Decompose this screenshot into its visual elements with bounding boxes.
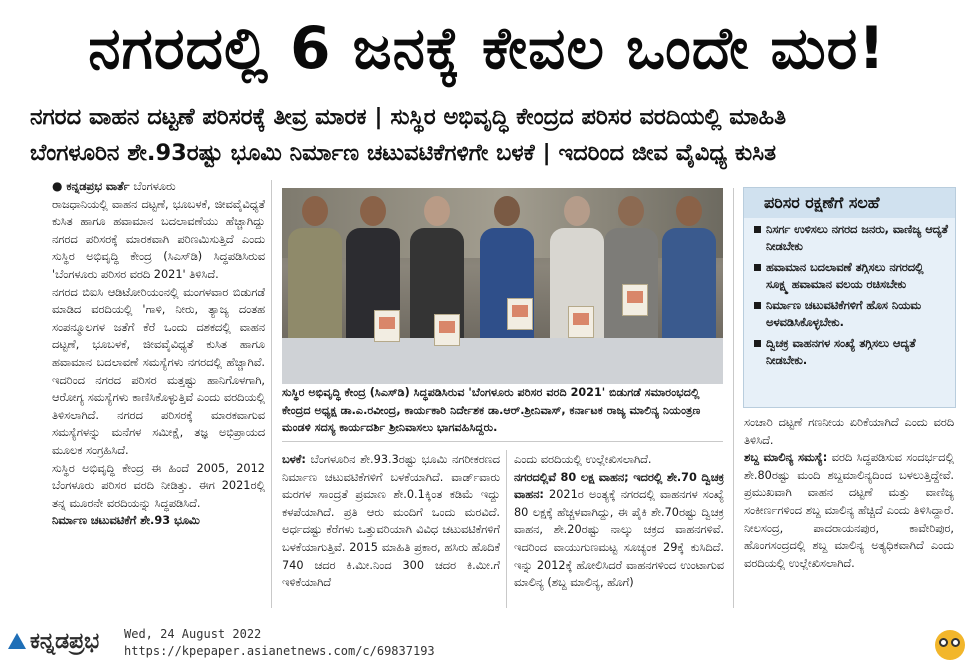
tip-text: ನಿಸರ್ಗ ಉಳಿಸಲು ನಗರದ ಜನರು, ವಾಣಿಜ್ಯ ಆದ್ಯತೆ ನೀಡಬೇಕು [766, 223, 948, 253]
photo-person [662, 196, 716, 338]
paragraph [282, 451, 500, 592]
event-photo [282, 188, 723, 384]
paragraph-text: 2021ರ ಅಂತ್ಯಕ್ಕೆ ನಗರದಲ್ಲಿ ವಾಹನಗಳ ಸಂಖ್ಯೆ 80 ಲಕ್ಷಕ್ಕೆ ಹೆಚ್ಚಳವಾಗಿದ್ದು, ಈ ಪೈಕಿ ಶೇ.70ರಷ್ಟು ದ್ವಿಚಕ್ರ ವಾಹನ, ಶೇ.20ರಷ್ಟು ನಾಲ್ಕು ಚಕ್ರದ ವಾಹನಗಳಿವೆ. ಇದರಿಂದ ವಾಯುಗುಣಮಟ್ಟ ಸೂಚ್ಯಂಕ 29ಕ್ಕೆ ಕುಸಿದಿದೆ. ಇನ್ನು 2012ಕ್ಕೆ ಹೋಲಿಸಿದರೆ ವಾಹನಗಳಿಂದ ಉಂಟಾಗುವ ಮಾಲಿನ್ಯ (ಶಬ್ದ ಮಾಲಿನ್ಯ, ಹೊಗೆ) [514, 488, 724, 590]
paragraph: ಎಂದು ವರದಿಯಲ್ಲಿ ಉಲ್ಲೇಖಿಸಲಾಗಿದೆ. [514, 453, 652, 466]
headline: ನಗರದಲ್ಲಿ 6 ಜನಕ್ಕೆ ಕೇವಲ ಒಂದೇ ಮರ! [88, 14, 886, 82]
report-book [568, 306, 594, 338]
report-book [507, 298, 533, 330]
tips-list [744, 218, 955, 369]
owl-mascot-icon [935, 630, 965, 660]
paragraph [514, 469, 724, 592]
subheading-line-1: ನಗರದ ವಾಹನ ದಟ್ಟಣೆ ಪರಿಸರಕ್ಕೆ ತೀವ್ರ ಮಾರಕ | ಸುಸ್ಥಿರ ಅಭಿವೃದ್ಧಿ ಕೇಂದ್ರದ ಪರಿಸರ ವರದಿಯಲ್ಲಿ ಮಾಹಿತಿ [30, 104, 787, 130]
photo-person [288, 196, 342, 338]
paragraph: ನಗರದ ಬಿಐಸಿ ಆಡಿಟೋರಿಯಂನಲ್ಲಿ ಮಂಗಳವಾರ ಬಿಡುಗಡೆ ಮಾಡಿದ ವರದಿಯಲ್ಲಿ 'ಗಾಳಿ, ನೀರು, ತ್ಯಾಜ್ಯ ದಂತಹ ಸಂಪನ್ಮೂಲಗಳ ಜತೆಗೆ ಕೆರೆ ಒಂದು ದಶಕದಲ್ಲಿ ವಾಹನ ದಟ್ಟಣೆ, ಭೂಬಳಕೆ, ಜೀವವೈವಿಧ್ಯತೆ ಕುಸಿತ ಹಾಗೂ ಹವಾಮಾನ ಬದಲಾವಣೆ ಸಮಸ್ಯೆಗಳು ನಗರದಲ್ಲಿ ಹೆಚ್ಚಾಗಿವೆ. ಇದರಿಂದ ನಗರದ ಪರಿಸರ ಮತ್ತಷ್ಟು ಹಾನಿಗೊಳಗಾಗಿ, ಆರೋಗ್ಯ ಸಮಸ್ಯೆಗಳು ಕಾಣಿಸಿಕೊಳ್ಳುತ್ತಿವೆ ಎಂದು ವರದಿಯಲ್ಲಿ ತಿಳಿಸಲಾಗಿದೆ. ನಗರದ ಪರಿಸರಕ್ಕೆ ಮಾರಕವಾಗುವ ಸಮಸ್ಯೆಗಳನ್ನು ಮನೆಗಳ ಸಮೀಕ್ಷೆ, ತಜ್ಞ ಅಭಿಪ್ರಾಯದ ಮೂಲಕ ಸಂಗ್ರಹಿಸಿದೆ. [52, 285, 265, 457]
paragraph: ಸಂಚಾರಿ ದಟ್ಟಣೆ ಗಣನೀಯ ಏರಿಕೆಯಾಗಿದೆ ಎಂದು ವರದಿ ತಿಳಿಸಿದೆ. [744, 416, 954, 447]
report-book [622, 284, 648, 316]
paragraph-text: ವರದಿ ಸಿದ್ಧಪಡಿಸುವ ಸಂದರ್ಭದಲ್ಲಿ ಶೇ.80ರಷ್ಟು ಮಂದಿ ಶಬ್ದಮಾಲಿನ್ಯದಿಂದ ಬಳಲುತ್ತಿದ್ದೇವೆ. ಪ್ರಮುಖವಾಗಿ ವಾಹನ ದಟ್ಟಣೆ ಮತ್ತು ವಾಣಿಜ್ಯ ಸಂಕೀರ್ಣಗಳಿಂದ ಶಬ್ದ ಮಾಲಿನ್ಯ ಹೆಚ್ಚಿದೆ ಎಂದು ತಿಳಿಸಿದ್ದಾರೆ. ನೀಲಸಂದ್ರ, ಪಾದರಾಯನಪುರ, ಕಾವೇರಿಪುರ, ಹೊಂಗಸಂದ್ರದಲ್ಲಿ ಶಬ್ದ ಮಾಲಿನ್ಯ ಅತ್ಯಧಿಕವಾಗಿದೆ ಎಂದು ವರದಿಯಲ್ಲಿ ಉಲ್ಲೇಖಿಸಲಾಗಿದೆ. [744, 451, 954, 570]
page-footer [0, 620, 974, 666]
column-divider [506, 450, 507, 608]
paragraph [744, 449, 954, 572]
column-divider [271, 180, 272, 608]
bullet-icon [754, 302, 761, 309]
owl-eye [951, 638, 960, 647]
logo-text: ಕನ್ನಡಪ್ರಭ [30, 629, 100, 654]
column-divider [733, 188, 734, 608]
photo-caption: ಸುಸ್ಥಿರ ಅಭಿವೃದ್ಧಿ ಕೇಂದ್ರ (ಸಿಎಸ್‌ಡಿ) ಸಿದ್ಧಪಡಿಸಿರುವ 'ಬೆಂಗಳೂರು ಪರಿಸರ ವರದಿ 2021' ಬಿಡುಗಡೆ ಸಮಾರಂಭದಲ್ಲಿ ಕೇಂದ್ರದ ಅಧ್ಯಕ್ಷ ಡಾ.ಎ.ರವೀಂದ್ರ, ಕಾರ್ಯಕಾರಿ ನಿರ್ದೇಶಕ ಡಾ.ಆರ್.ಶ್ರೀನಿವಾಸ್, ಕರ್ನಾಟಕ ರಾಜ್ಯ ಮಾಲಿನ್ಯ ನಿಯಂತ್ರಣ ಮಂಡಳಿ ಸದಸ್ಯ ಕಾರ್ಯದರ್ಶಿ ಶ್ರೀನಿವಾಸಲು ಭಾಗವಹಿಸಿದ್ದರು. [282, 386, 701, 434]
tips-box-title: ಪರಿಸರ ರಕ್ಷಣೆಗೆ ಸಲಹೆ [744, 188, 955, 218]
section-subhead: ನಿರ್ಮಾಣ ಚಟುವಟಿಕೆಗೆ ಶೇ.93 ಭೂಮಿ [52, 514, 200, 528]
byline-source: ಕನ್ನಡಪ್ರಭ ವಾರ್ತೆ [66, 180, 130, 193]
article-column-2 [282, 451, 500, 607]
tip-text: ದ್ವಿಚಕ್ರ ವಾಹನಗಳ ಸಂಖ್ಯೆ ತಗ್ಗಿಸಲು ಆದ್ಯತೆ ನೀಡಬೇಕು. [766, 337, 916, 367]
photo-person [604, 196, 658, 338]
article-column-3 [514, 451, 724, 607]
paragraph: ಸುಸ್ಥಿರ ಅಭಿವೃದ್ಧಿ ಕೇಂದ್ರ ಈ ಹಿಂದೆ 2005, 2012 ಬೆಂಗಳೂರು ಪರಿಸರ ವರದಿ ನೀಡಿತ್ತು. ಈಗ 2021ರಲ್ಲಿ ತನ್ನ ಮೂರನೇ ವರದಿಯನ್ನು ಸಿದ್ಧಪಡಿಸಿದೆ. [52, 461, 265, 510]
photo-table [282, 338, 723, 384]
tip-text: ನಿರ್ಮಾಣ ಚಟುವಟಿಕೆಗಳಿಗೆ ಹೊಸ ನಿಯಮ ಅಳವಡಿಸಿಕೊಳ್ಳಬೇಕು. [766, 299, 921, 329]
paragraph-lead: ಬಳಕೆ: [282, 453, 306, 466]
byline [52, 178, 265, 196]
bullet-icon [754, 226, 761, 233]
edition-date: Wed, 24 August 2022 [124, 627, 262, 641]
tip-text: ಹವಾಮಾನ ಬದಲಾವಣೆ ತಗ್ಗಿಸಲು ನಗರದಲ್ಲಿ ಸೂಕ್ಷ್ಮ ಹವಾಮಾನ ವಲಯ ರಚಿಸಬೇಕು [766, 261, 924, 291]
byline-bullet: ● [52, 179, 63, 193]
bullet-icon [754, 264, 761, 271]
bullet-icon [754, 340, 761, 347]
source-url[interactable]: https://kpepaper.asianetnews.com/c/69837193 [124, 644, 435, 658]
article-column-4 [744, 414, 954, 608]
section-subhead: ಶಬ್ದ ಮಾಲಿನ್ಯ ಸಮಸ್ಯೆ: [744, 451, 828, 465]
article-column-1 [52, 178, 265, 608]
tips-box [743, 187, 956, 408]
tip-item [754, 260, 949, 293]
logo-icon [8, 633, 26, 649]
caption-divider [282, 441, 723, 442]
paragraph-text: ಬೆಂಗಳೂರಿನ ಶೇ.93.3ರಷ್ಟು ಭೂಮಿ ನಗರೀಕರಣದ ನಿರ್ಮಾಣ ಚಟುವಟಿಕೆಗಳಿಗೆ ಬಳಕೆಯಾಗಿದೆ. ವಾರ್ಡ್‌ವಾರು ಮರಗಳ ಸಾಂದ್ರತೆ ಪ್ರಮಾಣ ಶೇ.0.1ಕ್ಕಿಂತ ಕಡಿಮೆ ಇದ್ದು ಕಳಪೆಯಾಗಿದೆ. ಪ್ರತಿ ಆರು ಮಂದಿಗೆ ಒಂದು ಮರವಿದೆ. ಅರ್ಧದಷ್ಟು ಕೆರೆಗಳು ಒತ್ತುವರಿಯಾಗಿ ವಿವಿಧ ಚಟುವಟಿಕೆಗಳಿಗೆ ಬಳಕೆಯಾಗುತ್ತಿವೆ. 2015 ಮಾಹಿತಿ ಪ್ರಕಾರ, ಹಸಿರು ಹೊದಿಕೆ 740 ಚದರ ಕಿ.ಮೀ.ನಿಂದ 300 ಚದರ ಕಿ.ಮೀ.ಗೆ ಇಳಿಕೆಯಾಗಿದೆ [282, 453, 500, 590]
report-book [434, 314, 460, 346]
byline-place: ಬೆಂಗಳೂರು [133, 180, 176, 193]
tip-item [754, 298, 949, 331]
newspaper-logo[interactable] [8, 628, 99, 656]
report-book [374, 310, 400, 342]
owl-eye [939, 638, 948, 647]
tip-item [754, 222, 949, 255]
subheading-line-2: ಬೆಂಗಳೂರಿನ ಶೇ.93ರಷ್ಟು ಭೂಮಿ ನಿರ್ಮಾಣ ಚಟುವಟಿಕೆಗಳಿಗೇ ಬಳಕೆ | ಇದರಿಂದ ಜೀವ ವೈವಿಧ್ಯ ಕುಸಿತ [30, 140, 777, 166]
tip-item [754, 336, 949, 369]
section-subhead: ನಗರದಲ್ಲಿವೆ 80 ಲಕ್ಷ ವಾಹನ; ಇದರಲ್ಲಿ ಶೇ.70 ದ್ವಿಚಕ್ರ ವಾಹನ: [514, 470, 724, 502]
paragraph: ರಾಜಧಾನಿಯಲ್ಲಿ ವಾಹನ ದಟ್ಟಣೆ, ಭೂಬಳಕೆ, ಜೀವವೈವಿಧ್ಯತೆ ಕುಸಿತ ಹಾಗೂ ಹವಾಮಾನ ಬದಲಾವಣೆಯು ಹೆಚ್ಚಾಗಿದ್ದು ನಗರದ ಪರಿಸರಕ್ಕೆ ಮಾರಕವಾಗಿ ಪರಿಣಮಿಸುತ್ತಿದೆ ಎಂದು ಸುಸ್ಥಿರ ಅಭಿವೃದ್ಧಿ ಕೇಂದ್ರ (ಸಿಎಸ್‌ಡಿ) ಸಿದ್ಧಪಡಿಸಿರುವ 'ಬೆಂಗಳೂರು ಪರಿಸರ ವರದಿ 2021' ತಿಳಿಸಿದೆ. [52, 197, 265, 281]
